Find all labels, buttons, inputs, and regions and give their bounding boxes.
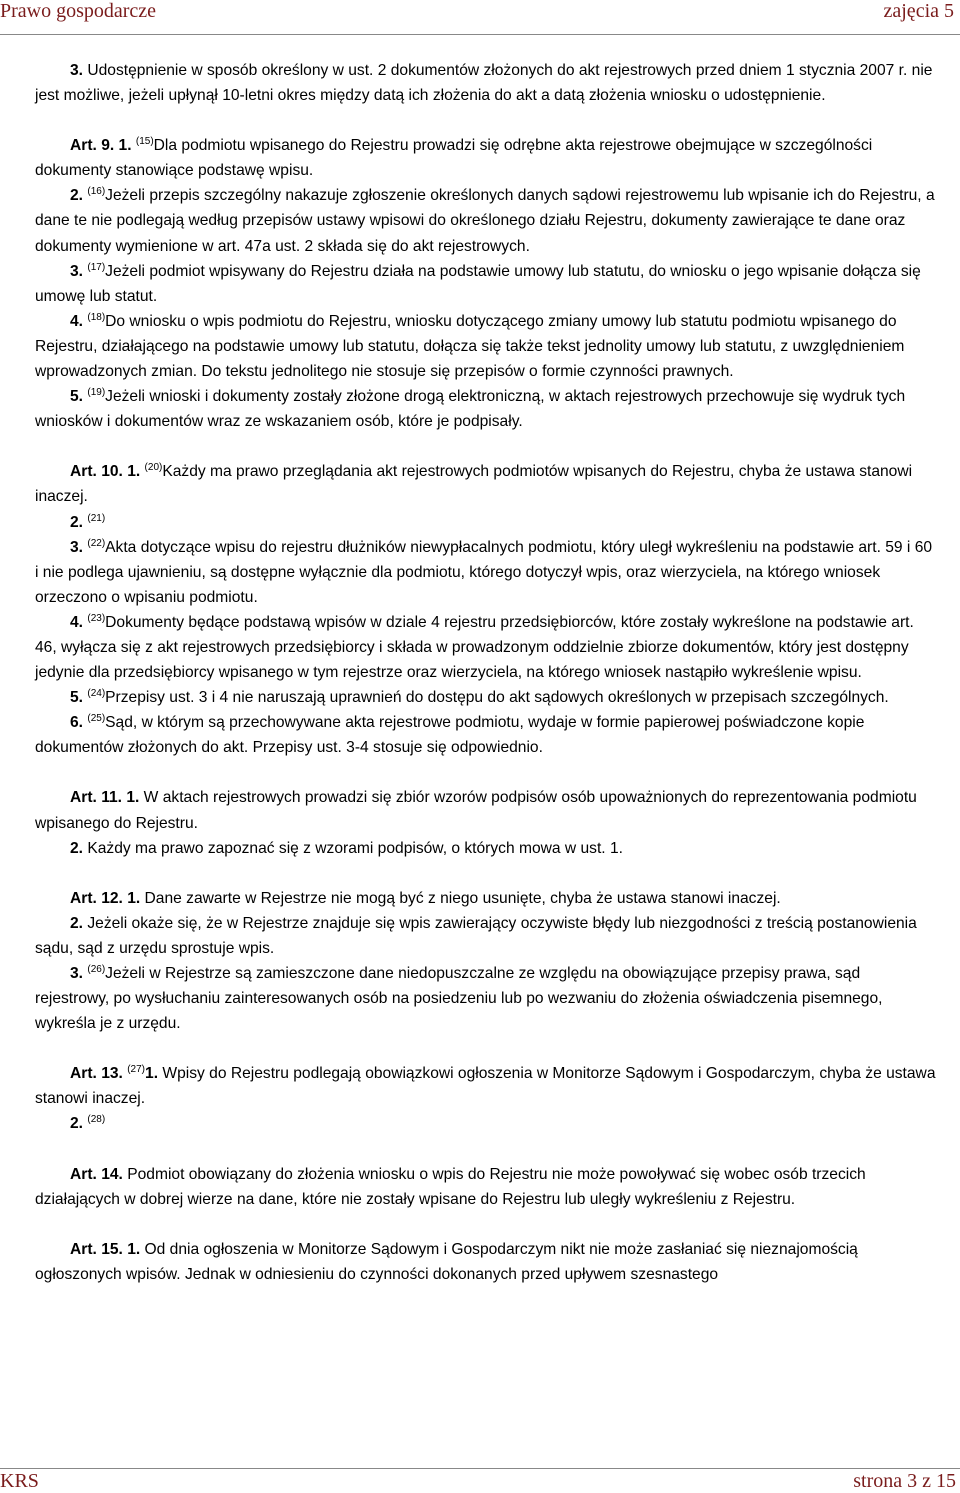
spacer xyxy=(35,760,938,785)
paragraph-art12-ust3 xyxy=(35,961,938,1036)
paragraph-number: 3. xyxy=(70,965,84,982)
paragraph-text: Jeżeli przepis szczególny nakazuje zgłoszenie określonych danych sądowi rejestrowemu lub wpisanie ich do Rejestru, a dane te nie podlegają według przepisów ustawy wpisowi do określonego działu Rejestru, dokumenty zawierające te dane oraz dokumenty wymienione w art. 47a ust. 2 składa się do akt rejestrowych. xyxy=(35,187,935,255)
paragraph-art11-ust2 xyxy=(35,836,938,861)
paragraph-art13-ust2 xyxy=(35,1111,938,1136)
paragraph-number: 4. xyxy=(70,613,84,631)
paragraph-number: 2. xyxy=(70,914,84,932)
spacer xyxy=(35,108,938,133)
paragraph-art10-ust5 xyxy=(35,685,938,710)
article-number: Art. 15. 1. xyxy=(70,1240,141,1258)
paragraph-number: 6. xyxy=(70,714,84,732)
paragraph-art12-ust2 xyxy=(35,911,938,961)
footnote-ref: (25) xyxy=(87,713,106,725)
paragraph-text: Każdy ma prawo zapoznać się z wzorami podpisów, o których mowa w ust. 1. xyxy=(83,839,623,857)
paragraph-art15-ust1 xyxy=(35,1237,938,1287)
footnote-ref: (28) xyxy=(87,1114,106,1126)
paragraph-art9-ust1 xyxy=(35,133,938,183)
paragraph-art8-ust3 xyxy=(35,58,938,108)
spacer xyxy=(35,1212,938,1237)
paragraph-number: 3. xyxy=(70,538,84,556)
paragraph-art9-ust3 xyxy=(35,259,938,309)
page-footer xyxy=(0,1468,960,1493)
paragraph-text: Dokumenty będące podstawą wpisów w dziale 4 rejestru przedsiębiorców, które zostały wykreślone na podstawie art. 46, wyłącza się z akt rejestrowych przedsiębiorcy i składa w prowadzonym oddzielnie zbiorze dokumentów, który jest dostępny jedynie dla przedsiębiorcy wpisanego w tym rejestrze oraz wierzyciela, na którego wniosek nastąpiło wykreślenie wpisu. xyxy=(35,613,914,682)
paragraph-art12-ust1 xyxy=(35,886,938,911)
paragraph-number: 3. xyxy=(70,62,84,79)
paragraph-art13-ust1 xyxy=(35,1061,938,1111)
footer-divider xyxy=(0,1468,960,1469)
footnote-ref: (17) xyxy=(87,261,106,273)
footnote-ref: (19) xyxy=(87,387,106,399)
paragraph-text: Wpisy do Rejestru podlegają obowiązkowi ogłoszenia w Monitorze Sądowym i Gospodarczym, chyba że ustawa stanowi inaczej. xyxy=(35,1065,936,1108)
paragraph-text: Przepisy ust. 3 i 4 nie naruszają uprawnień do dostępu do akt sądowych określonych w przepisach szczególnych. xyxy=(105,689,889,707)
article-number: Art. 14. xyxy=(70,1165,123,1183)
paragraph-number: 1. xyxy=(145,1065,159,1083)
spacer xyxy=(35,1137,938,1162)
paragraph-art10-ust2 xyxy=(35,510,938,535)
article-number: Art. 9. 1. xyxy=(70,137,132,155)
paragraph-number: 5. xyxy=(70,388,84,406)
spacer xyxy=(35,434,938,459)
paragraph-text: Do wniosku o wpis podmiotu do Rejestru, wniosku dotyczącego zmiany umowy lub statutu podmiotu wpisanego do Rejestru, działającego na podstawie umowy lub statutu, dołącza się także tekst jednolity umowy lub statutu, z uwzględnieniem wprowadzonych zmian. Do tekstu jednolitego nie stosuje się przepisów o formie czynności prawnych. xyxy=(35,312,905,381)
paragraph-text: Dane zawarte w Rejestrze nie mogą być z niego usunięte, chyba że ustawa stanowi inaczej. xyxy=(140,889,781,907)
paragraph-art9-ust4 xyxy=(35,309,938,384)
paragraph-text: Od dnia ogłoszenia w Monitorze Sądowym i Gospodarczym nikt nie może zasłaniać się nieznajomością ogłoszonych wpisów. Jednak w odniesieniu do czynności dokonanych przed upływem szesnastego xyxy=(35,1240,858,1283)
paragraph-text: Jeżeli okaże się, że w Rejestrze znajduje się wpis zawierający oczywiste błędy lub niezgodności z treścią postanowienia sądu, sąd z urzędu sprostuje wpis. xyxy=(35,914,917,957)
footnote-ref: (20) xyxy=(144,462,163,474)
article-number: Art. 13. xyxy=(70,1065,123,1083)
paragraph-number: 2. xyxy=(70,513,84,531)
footnote-ref: (15) xyxy=(135,136,154,148)
document-body xyxy=(35,58,938,1287)
paragraph-text: Dla podmiotu wpisanego do Rejestru prowadzi się odrębne akta rejestrowe obejmujące w szczególności dokumenty stanowiące podstawę wpisu. xyxy=(35,137,873,180)
paragraph-art14 xyxy=(35,1162,938,1212)
paragraph-number: 2. xyxy=(70,839,84,857)
paragraph-art10-ust3 xyxy=(35,535,938,610)
paragraph-number: 4. xyxy=(70,312,84,330)
paragraph-number: 3. xyxy=(70,262,84,280)
footnote-ref: (27) xyxy=(127,1064,146,1076)
header-title: Prawo gospodarcze xyxy=(0,0,157,22)
spacer xyxy=(35,861,938,886)
header-divider xyxy=(0,34,960,35)
page-header xyxy=(0,0,960,40)
article-number: Art. 12. 1. xyxy=(70,889,141,907)
paragraph-text: Udostępnienie w sposób określony w ust. 2 dokumentów złożonych do akt rejestrowych przed dniem 1 stycznia 2007 r. nie jest możliwe, jeżeli upłynął 10-letni okres między datą ich złożenia do akt a datą złożenia wniosku o udostępnienie. xyxy=(35,62,933,105)
paragraph-art9-ust5 xyxy=(35,384,938,434)
paragraph-art9-ust2 xyxy=(35,183,938,258)
footnote-ref: (24) xyxy=(87,688,106,700)
paragraph-text: Jeżeli podmiot wpisywany do Rejestru działa na podstawie umowy lub statutu, do wniosku o jego wpisanie dołącza się umowę lub statut. xyxy=(35,262,921,305)
footnote-ref: (16) xyxy=(87,186,106,198)
footnote-ref: (21) xyxy=(87,512,106,524)
paragraph-text: Jeżeli w Rejestrze są zamieszczone dane niedopuszczalne ze względu na obowiązujące przepisy prawa, sąd rejestrowy, po wysłuchaniu zainteresowanych osób na posiedzeniu lub po wezwaniu do złożenia oświadczenia pisemnego, wykreśla je z urzędu. xyxy=(35,965,883,1033)
article-number: Art. 11. 1. xyxy=(70,789,140,807)
paragraph-text: Każdy ma prawo przeglądania akt rejestrowych podmiotów wpisanych do Rejestru, chyba że ustawa stanowi inaczej. xyxy=(35,463,913,506)
paragraph-number: 5. xyxy=(70,689,84,707)
footnote-ref: (26) xyxy=(87,964,106,975)
paragraph-number: 2. xyxy=(70,187,84,205)
footnote-ref: (22) xyxy=(87,537,106,549)
paragraph-text: Sąd, w którym są przechowywane akta rejestrowe podmiotu, wydaje w formie papierowej poświadczone kopie dokumentów złożonych do akt. Przepisy ust. 3-4 stosuje się odpowiednio. xyxy=(35,714,865,757)
paragraph-art10-ust1 xyxy=(35,459,938,509)
paragraph-text: Podmiot obowiązany do złożenia wniosku o wpis do Rejestru nie może powoływać się wobec osób trzecich działających w dobrej wierze na dane, które nie zostały wpisane do Rejestru lub uległy wykreśleniu z Rejestru. xyxy=(35,1165,866,1208)
paragraph-text: Jeżeli wnioski i dokumenty zostały złożone drogą elektroniczną, w aktach rejestrowych przechowuje się wydruk tych wniosków i dokumentów wraz ze wskazaniem osób, które je podpisały. xyxy=(35,388,906,431)
paragraph-text: W aktach rejestrowych prowadzi się zbiór wzorów podpisów osób upoważnionych do reprezentowania podmiotu wpisanego do Rejestru. xyxy=(35,789,917,832)
paragraph-art10-ust4 xyxy=(35,610,938,685)
article-number: Art. 10. 1. xyxy=(70,463,141,481)
page-number: strona 3 z 15 xyxy=(853,1470,956,1492)
paragraph-art10-ust6 xyxy=(35,710,938,760)
paragraph-number: 2. xyxy=(70,1115,84,1133)
footnote-ref: (23) xyxy=(87,612,106,624)
header-session: zajęcia 5 xyxy=(883,0,954,22)
paragraph-text: Akta dotyczące wpisu do rejestru dłużników niewypłacalnych podmiotu, który uległ wykreśleniu na podstawie art. 59 i 60 i nie podlega ujawnieniu, są dostępne wyłącznie dla podmiotu, którego dotyczył wpis, oraz wierzyciela, na którego wniosek orzeczono o wpisaniu podmiotu. xyxy=(35,538,933,606)
spacer xyxy=(35,1036,938,1061)
footnote-ref: (18) xyxy=(87,311,106,323)
footer-label: KRS xyxy=(0,1470,39,1492)
paragraph-art11-ust1 xyxy=(35,785,938,835)
